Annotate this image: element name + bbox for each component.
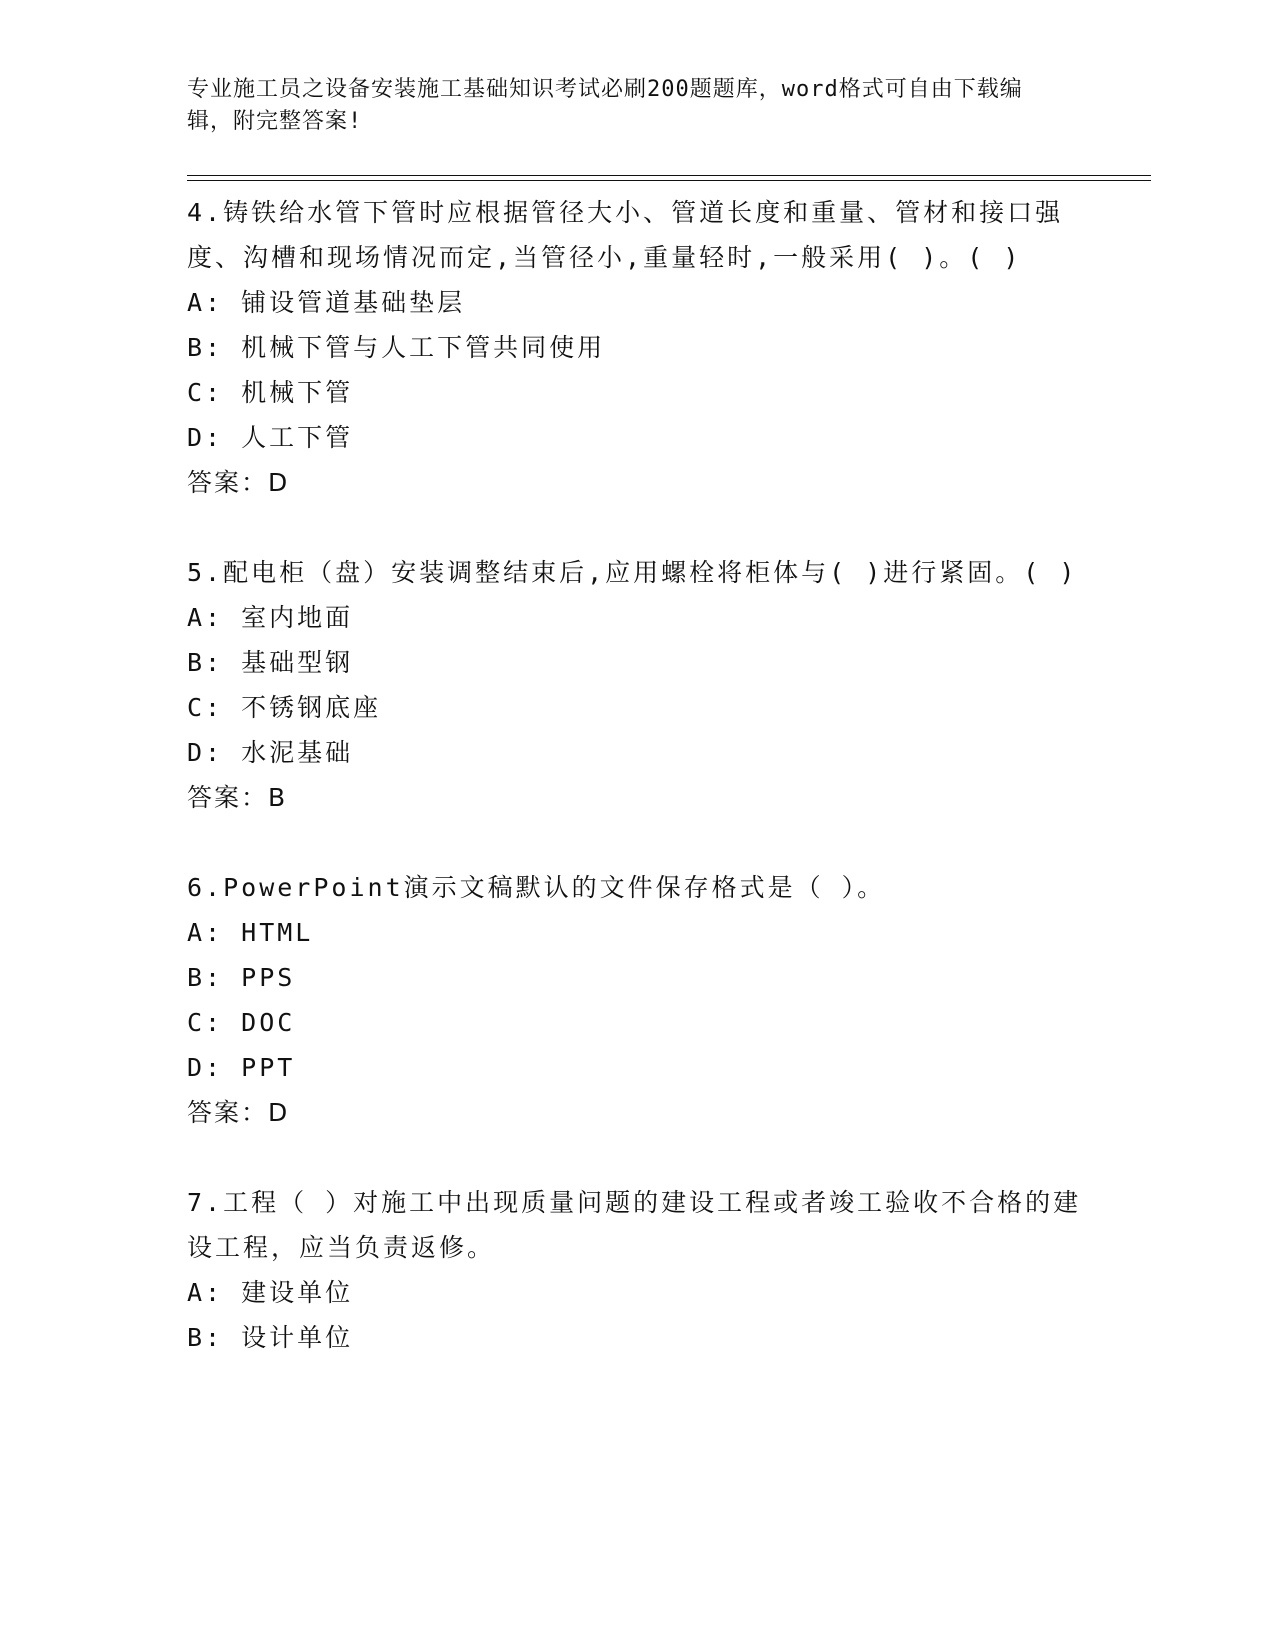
spacer	[187, 820, 1087, 865]
option-d: D: 水泥基础	[187, 738, 354, 767]
answer: 答案：D	[187, 468, 290, 497]
spacer	[187, 1135, 1087, 1180]
question-text: 4.铸铁给水管下管时应根据管径大小、管道长度和重量、管材和接口强度、沟槽和现场情况而定,当管径小,重量轻时,一般采用( )。( )	[187, 198, 1064, 272]
question-text: 5.配电柜（盘）安装调整结束后,应用螺栓将柜体与( )进行紧固。( )	[187, 558, 1078, 587]
answer: 答案：D	[187, 1098, 290, 1127]
option-a: A: 铺设管道基础垫层	[187, 288, 466, 317]
document-header: 专业施工员之设备安装施工基础知识考试必刷200题题库，word格式可自由下载编辑，附完整答案!	[187, 77, 1023, 134]
question-text: 7.工程（ ）对施工中出现质量问题的建设工程或者竣工验收不合格的建设工程，应当负责返修。	[187, 1188, 1082, 1262]
option-c: C: DOC	[187, 1008, 296, 1037]
option-d: D: PPT	[187, 1053, 296, 1082]
answer: 答案：B	[187, 783, 288, 812]
option-d: D: 人工下管	[187, 423, 354, 452]
header-rule-bottom	[187, 180, 1151, 181]
spacer	[187, 505, 1087, 550]
option-b: B: 机械下管与人工下管共同使用	[187, 333, 606, 362]
question-text: 6.PowerPoint演示文稿默认的文件保存格式是（ ）。	[187, 873, 886, 902]
option-b: B: 基础型钢	[187, 648, 354, 677]
question-6	[187, 865, 1087, 1135]
option-a: A: 室内地面	[187, 603, 354, 632]
header-rule-top	[187, 175, 1151, 176]
option-c: C: 不锈钢底座	[187, 693, 382, 722]
question-list	[187, 190, 1087, 1360]
question-4	[187, 190, 1087, 505]
option-a: A: 建设单位	[187, 1278, 354, 1307]
option-b: B: 设计单位	[187, 1323, 354, 1352]
question-5	[187, 550, 1087, 820]
question-7	[187, 1180, 1087, 1360]
option-b: B: PPS	[187, 963, 296, 992]
option-a: A: HTML	[187, 918, 314, 947]
option-c: C: 机械下管	[187, 378, 354, 407]
